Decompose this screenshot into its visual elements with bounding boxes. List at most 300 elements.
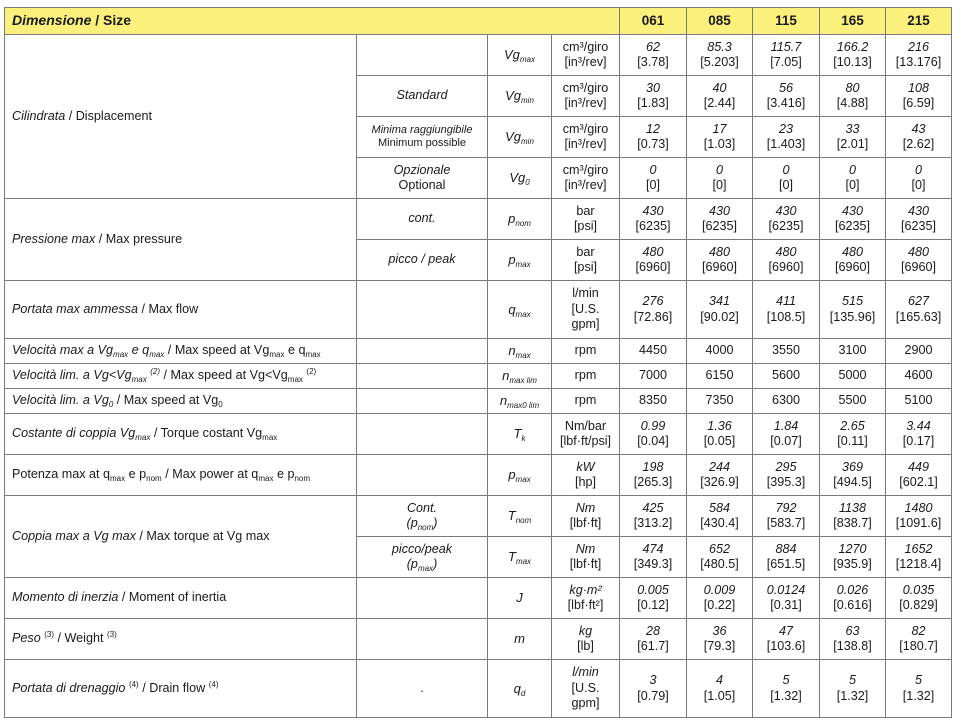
sub-label-it: Opzionale [393, 162, 451, 177]
value-imperial: [10.13] [833, 55, 872, 69]
value-imperial: [0.829] [899, 598, 938, 612]
sub-empty [357, 339, 488, 364]
value: 1270 [838, 541, 867, 556]
value: 515 [841, 294, 863, 308]
size-061: 061 [620, 8, 687, 35]
value-cell [620, 35, 687, 76]
value: 33 [845, 121, 860, 136]
value: 474 [642, 541, 664, 556]
footnote-ref: (2) [306, 367, 317, 377]
label-sub: max [131, 375, 147, 385]
value: 1.84 [773, 418, 799, 433]
value: 216 [907, 39, 929, 54]
value-cell [820, 240, 886, 281]
label-text: Potenza max at q [12, 467, 111, 482]
value-cell: 4600 [886, 364, 952, 389]
sym-sub: max [519, 55, 536, 65]
unit-2: [lb] [577, 639, 594, 653]
label-it [12, 367, 160, 385]
value-cell [620, 240, 687, 281]
unit: rpm [552, 389, 620, 414]
value: 430 [841, 203, 863, 218]
symbol [488, 660, 552, 718]
torque-label: Coppia max a Vg max / Max torque at Vg max [5, 496, 357, 578]
value: 430 [907, 203, 929, 218]
label-en: Max pressure [105, 231, 183, 246]
sym-main: T [507, 549, 516, 565]
speed-max-label: Velocità max a $Vg_{max}$ e $q_{max}$ / Max speed at $Vg_{max}$ e $q_{max}$ [5, 339, 357, 364]
symbol [488, 537, 552, 578]
value: 425 [642, 500, 664, 515]
value-imperial: [6960] [768, 260, 804, 274]
label-en: Max speed at Vg<Vg [170, 368, 288, 383]
value: 792 [775, 500, 797, 515]
value-cell [820, 537, 886, 578]
table-row [5, 496, 952, 537]
value: 5 [914, 673, 922, 687]
sub-label [357, 158, 488, 199]
value-cell [687, 240, 753, 281]
value-cell [886, 537, 952, 578]
value-imperial: [6960] [635, 260, 671, 274]
label-text: e q [284, 343, 306, 358]
value-imperial: [0.79] [637, 688, 669, 703]
footnote-ref: (4) [128, 679, 139, 689]
value: 80 [845, 80, 860, 95]
value-cell [620, 76, 687, 117]
value: 884 [775, 541, 797, 556]
value-cell [820, 199, 886, 240]
spec-table [4, 7, 952, 718]
value: 480 [841, 244, 863, 259]
value: 480 [775, 244, 797, 259]
value-cell: 8350 [620, 389, 687, 414]
value-imperial: [0] [712, 178, 727, 192]
value-imperial: [0.07] [770, 434, 802, 448]
unit-2: [in³/rev] [564, 55, 607, 69]
symbol [488, 158, 552, 199]
label-en: Drain flow [149, 680, 206, 695]
sub-label-2: ) [433, 516, 438, 530]
value-cell [687, 455, 753, 496]
unit-1: l/min [572, 286, 599, 301]
value-cell [687, 117, 753, 158]
unit-2: [lbf·ft²] [567, 598, 604, 612]
label-text: Velocità max a Vg [12, 343, 114, 358]
unit-2: [hp] [574, 475, 596, 489]
sym-main: T [507, 508, 516, 524]
value: 480 [708, 244, 730, 259]
value-cell [620, 414, 687, 455]
value-cell [687, 414, 753, 455]
value-imperial: [0.11] [837, 434, 868, 448]
value-cell: 5100 [886, 389, 952, 414]
unit [552, 496, 620, 537]
table-row [5, 414, 952, 455]
unit-2: [U.S. [571, 680, 600, 695]
value-imperial: [0.22] [703, 598, 736, 612]
unit [552, 414, 620, 455]
value-cell [886, 158, 952, 199]
value-imperial: [0] [911, 178, 926, 192]
value-cell: 6150 [687, 364, 753, 389]
power-label: Potenza max at $q_{max}$ e $p_{nom}$ / Max power at $q_{max}$ e $p_{nom}$ [5, 455, 357, 496]
value-imperial: [480.5] [700, 557, 739, 571]
unit [552, 455, 620, 496]
value: 56 [778, 80, 793, 95]
table-row [5, 619, 952, 660]
unit-2: [lbf·ft/psi] [559, 434, 612, 448]
sym-main: q [508, 301, 516, 317]
unit-1: kg·m² [569, 582, 602, 597]
symbol [488, 496, 552, 537]
flow-label: Portata max ammessa / Max flow [5, 281, 357, 339]
value-imperial: [72.86] [633, 309, 673, 324]
value: 0 [649, 162, 657, 177]
value-imperial: [0] [645, 178, 660, 192]
unit-1: Nm/bar [564, 418, 607, 433]
value: 62 [645, 39, 660, 54]
value: 341 [708, 294, 730, 308]
label-sub: max [262, 433, 278, 443]
unit-2: [psi] [573, 260, 598, 274]
value-cell [620, 455, 687, 496]
value-cell [687, 578, 753, 619]
label-en: Max speed at Vg [123, 393, 219, 408]
unit-1: kW [576, 459, 595, 474]
value-imperial: [602.1] [899, 475, 938, 489]
value-imperial: [2.62] [902, 137, 935, 151]
value: 652 [708, 541, 730, 556]
drain-flow-label: Portata di drenaggio $^{(4)}$ / Drain flow $^{(4)}$ [5, 660, 357, 718]
value-cell [753, 496, 820, 537]
value-imperial: [0.73] [637, 137, 669, 151]
sym-sub: nom [515, 516, 532, 526]
sym-main: q [513, 680, 521, 696]
unit-1: Nm [575, 500, 596, 515]
value-cell [753, 660, 820, 718]
sym-main: Vg [503, 47, 520, 63]
label-it [12, 343, 165, 360]
value-imperial: [313.2] [633, 516, 673, 530]
unit-1: bar [576, 203, 595, 218]
unit [552, 240, 620, 281]
value-imperial: [265.3] [633, 475, 673, 489]
table-row [5, 35, 952, 76]
sym-sub: 0 [525, 178, 530, 188]
footnote-ref: (3) [106, 630, 117, 640]
value-cell [753, 537, 820, 578]
speed-lim-label: Velocità lim. a $Vg<Vg_{max}$ $^{(2)}$ / Max speed at $Vg<Vg_{max}$ $^{(2)}$ [5, 364, 357, 389]
label-sub: nom [294, 474, 311, 484]
sym-main: p [508, 211, 516, 227]
value: 295 [775, 459, 797, 474]
value-imperial: [0.04] [637, 434, 669, 448]
size-115: 115 [753, 8, 820, 35]
size-header-it: Dimensione [12, 12, 92, 29]
unit: rpm [552, 339, 620, 364]
value-cell: 7000 [620, 364, 687, 389]
value: 430 [642, 203, 664, 218]
value: 47 [778, 623, 793, 638]
value-imperial: [935.9] [833, 557, 872, 571]
size-header-sep: / [91, 12, 104, 29]
value: 198 [642, 459, 664, 474]
unit [552, 619, 620, 660]
value-imperial: [180.7] [899, 639, 938, 653]
value-cell: 4450 [620, 339, 687, 364]
unit-1: cm³/giro [562, 80, 609, 95]
label-text: Velocità lim. a Vg [12, 393, 109, 408]
label-it: Peso [12, 631, 41, 646]
value-imperial: [0.17] [902, 434, 935, 448]
symbol [488, 76, 552, 117]
value-cell: 3550 [753, 339, 820, 364]
value: 4 [715, 673, 723, 687]
sub-label-1: Cont. [406, 500, 438, 515]
sym-main: Vg [509, 170, 526, 186]
label-text: e q [128, 343, 150, 358]
value-imperial: [326.9] [700, 475, 739, 489]
sub-empty [357, 281, 488, 339]
sub-empty [357, 389, 488, 414]
value-cell [620, 158, 687, 199]
value-cell [886, 117, 952, 158]
value-imperial: [1218.4] [895, 557, 942, 571]
pressure-label: Pressione max / Max pressure [5, 199, 357, 281]
speed-zero-label: Velocità lim. a $Vg_0$ / Max speed at $Vg_0$ [5, 389, 357, 414]
unit [552, 35, 620, 76]
value: 584 [708, 500, 730, 515]
sub-label-2: (p [406, 516, 418, 530]
value-cell [620, 660, 687, 718]
value: 276 [642, 294, 664, 308]
label-it: Portata di drenaggio [12, 680, 126, 695]
table-row [5, 199, 952, 240]
unit-2: [in³/rev] [564, 96, 607, 110]
label-sub: max [135, 433, 151, 443]
value-cell [886, 240, 952, 281]
sub-label [357, 496, 488, 537]
label-en: Torque costant Vg [160, 426, 263, 441]
label-en: Max speed at Vg [174, 343, 270, 358]
value-cell [753, 281, 820, 339]
value-imperial: [138.8] [833, 639, 872, 653]
sub-label [357, 117, 488, 158]
value-imperial: [583.7] [766, 516, 806, 530]
value-cell [820, 414, 886, 455]
sub-label: Standard [357, 76, 488, 117]
value-imperial: [135.96] [829, 309, 876, 324]
value-imperial: [3.416] [766, 96, 806, 110]
unit-1: Nm [575, 541, 596, 556]
value-imperial: [349.3] [633, 557, 673, 571]
label-en: Max flow [148, 301, 199, 316]
value-imperial: [13.176] [895, 55, 942, 69]
value-cell [753, 240, 820, 281]
table-row [5, 455, 952, 496]
value-cell [687, 35, 753, 76]
unit-1: cm³/giro [562, 121, 609, 136]
value: 85.3 [707, 39, 732, 54]
value-imperial: [2.44] [703, 96, 736, 110]
symbol: m [488, 619, 552, 660]
unit-1: cm³/giro [562, 39, 609, 54]
unit-3: gpm] [571, 696, 600, 711]
sym-sub: max [515, 557, 532, 567]
value-cell [620, 117, 687, 158]
displacement-label: Cilindrata / Displacement [5, 35, 357, 199]
label-sub: max [417, 564, 434, 573]
symbol [488, 199, 552, 240]
value-imperial: [90.02] [700, 309, 739, 324]
value: 28 [645, 623, 660, 638]
label-it: Coppia max a Vg max [12, 528, 136, 543]
value-cell: 3100 [820, 339, 886, 364]
symbol [488, 339, 552, 364]
unit [552, 281, 620, 339]
value: 0.99 [640, 418, 666, 433]
unit-3: gpm] [571, 317, 600, 332]
value-cell [687, 76, 753, 117]
value-imperial: [1.05] [703, 688, 736, 703]
value: 30 [645, 80, 660, 95]
value-cell: 5500 [820, 389, 886, 414]
symbol [488, 455, 552, 496]
label-text: Costante di coppia Vg [12, 426, 136, 441]
sym-sub: max [515, 309, 531, 319]
table-row [5, 364, 952, 389]
value-cell [753, 76, 820, 117]
value-imperial: [1.32] [770, 688, 802, 703]
value-imperial: [6235] [701, 219, 737, 233]
value-imperial: [6235] [768, 219, 804, 233]
value-cell [753, 455, 820, 496]
size-215: 215 [886, 8, 952, 35]
unit-2: [U.S. [571, 301, 600, 316]
label-it [12, 393, 114, 410]
table-row [5, 578, 952, 619]
value: 411 [775, 294, 797, 308]
value: 627 [907, 294, 929, 308]
unit-2: [in³/rev] [564, 178, 607, 192]
value: 0 [914, 162, 922, 177]
value-cell [687, 158, 753, 199]
unit [552, 158, 620, 199]
value-imperial: [651.5] [766, 557, 806, 571]
sym-main: n [499, 393, 508, 409]
value-imperial: [0] [845, 178, 860, 192]
value: 3.44 [906, 418, 931, 433]
sub-empty [357, 619, 488, 660]
unit-1: kg [578, 623, 593, 638]
value: 0 [782, 162, 790, 177]
value: 0 [715, 162, 723, 177]
value: 1.36 [707, 418, 732, 433]
sub-label-2: (p [406, 557, 418, 571]
value-imperial: [430.4] [700, 516, 739, 530]
label-sub: max [113, 350, 129, 360]
value-cell [820, 455, 886, 496]
size-header [5, 8, 620, 35]
sym-main: p [508, 252, 516, 268]
value: 5 [782, 673, 790, 687]
sub-empty [357, 35, 488, 76]
sym-sub: d [520, 688, 526, 698]
value-cell [886, 455, 952, 496]
sub-label-2: ) [433, 557, 438, 571]
sub-label: cont. [357, 199, 488, 240]
value: 1480 [904, 500, 933, 515]
value: 369 [841, 459, 863, 474]
value-cell [820, 496, 886, 537]
sym-sub: max lim [509, 376, 537, 386]
sym-sub: max0 lim [507, 401, 540, 411]
sym-sub: max [515, 260, 531, 270]
label-sub: max [110, 474, 126, 484]
value-cell [886, 660, 952, 718]
value: 5 [848, 673, 856, 687]
value-cell [753, 158, 820, 199]
value: 40 [712, 80, 727, 95]
value-imperial: [6.59] [902, 96, 935, 110]
sub-empty [357, 578, 488, 619]
unit: rpm [552, 364, 620, 389]
unit [552, 660, 620, 718]
value-cell [753, 199, 820, 240]
value-cell: 5000 [820, 364, 886, 389]
sym-sub: max [515, 475, 531, 485]
header-row [5, 8, 952, 35]
value-cell [620, 578, 687, 619]
value-imperial: [395.3] [766, 475, 806, 489]
value-cell: 4000 [687, 339, 753, 364]
value-imperial: [1.03] [703, 137, 736, 151]
value: 449 [907, 459, 929, 474]
value-cell [886, 578, 952, 619]
symbol [488, 117, 552, 158]
table-row [5, 389, 952, 414]
label-sub: max [287, 375, 303, 385]
value-imperial: [1.83] [637, 96, 669, 110]
size-header-en: Size [103, 12, 132, 29]
value-cell [620, 537, 687, 578]
value-imperial: [6960] [701, 260, 737, 274]
table-row [5, 281, 952, 339]
value-imperial: [0.616] [833, 598, 872, 612]
footnote-ref: (2) [150, 367, 160, 377]
value-imperial: [6235] [635, 219, 671, 233]
sub-label-en: Optional [398, 178, 446, 192]
sym-sub: nom [515, 219, 531, 229]
sub-label-it: Minima raggiungibile [371, 124, 473, 136]
symbol [488, 364, 552, 389]
value: 480 [642, 244, 664, 259]
symbol [488, 389, 552, 414]
value-imperial: [165.63] [895, 309, 942, 324]
value: 12 [645, 121, 660, 136]
label-sub: 0 [108, 400, 114, 410]
value-cell [820, 578, 886, 619]
sub-label-1: picco/peak [391, 541, 453, 556]
value-imperial: [0.05] [703, 434, 736, 448]
label-text: e p [273, 467, 295, 482]
value-imperial: [6960] [834, 260, 870, 274]
value-cell [820, 660, 886, 718]
value-cell [820, 281, 886, 339]
value-imperial: [0] [778, 178, 793, 192]
value-cell [620, 199, 687, 240]
